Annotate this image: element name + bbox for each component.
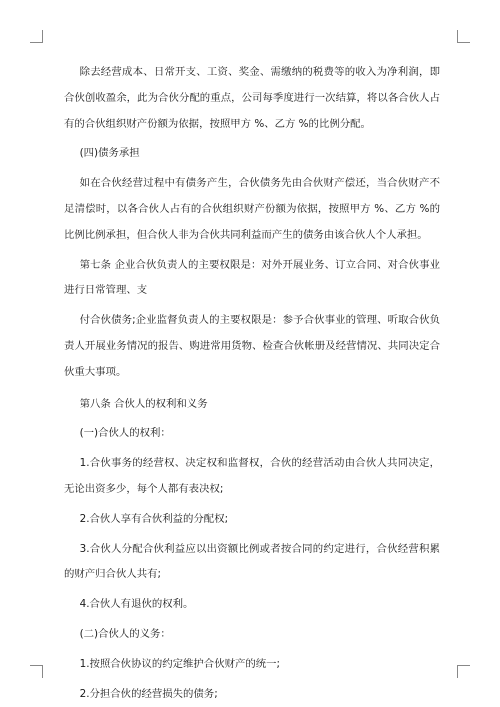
rights-heading: (一)合伙人的权利：	[79, 427, 171, 440]
obligations-heading: (二)合伙人的义务：	[79, 627, 171, 640]
obligation-item-2: 2.分担合伙的经营损失的债务;	[79, 687, 218, 700]
crop-mark-bottom-right	[457, 665, 470, 678]
right-item-2: 2.合伙人享有合伙利益的分配权;	[79, 512, 229, 525]
obligation-item-1: 1.按照合伙协议的约定维护合伙财产的统一;	[79, 657, 281, 670]
heading-debt-bearing: (四)债务承担	[79, 147, 140, 160]
right-item-4: 4.合伙人有退伙的权利。	[79, 598, 194, 611]
article-seven: 第七条 企业合伙负责人的主要权限是：对外开展业务、订立合同、对合伙事业进行日常管理、支	[64, 258, 440, 297]
crop-mark-top-left	[30, 30, 43, 43]
paragraph-net-profit: 除去经营成本、日常开支、工资、奖金、需缴纳的税费等的收入为净利润，即合伙创收盈余，此为合伙分配的重点，公司每季度进行一次结算，将以各合伙人占有的合伙组织财产份额为依据，按照甲方 %、乙方 %的比例分配。	[64, 66, 440, 130]
right-item-3: 3.合伙人分配合伙利益应以出资额比例或者按合同的约定进行，合伙经营积累的财产归合伙人共有;	[64, 542, 440, 581]
crop-mark-top-right	[457, 30, 470, 43]
crop-mark-bottom-left	[30, 665, 43, 678]
article-eight-heading: 第八条 合伙人的权利和义务	[79, 397, 208, 410]
document-body	[64, 60, 440, 707]
article-seven-continued: 付合伙债务;企业监督负责人的主要权限是：参予合伙事业的管理、听取合伙负责人开展业务情况的报告、购进常用货物、检查合伙帐册及经营情况、共同决定合伙重大事项。	[64, 314, 440, 378]
paragraph-debt: 如在合伙经营过程中有债务产生，合伙债务先由合伙财产偿还，当合伙财产不足清偿时，以各合伙人占有的合伙组织财产份额为依据，按照甲方 %、乙方 %的比例比例承担，但合伙人非为合伙共同利益而产生的债务由该合伙人个人承担。	[64, 177, 440, 241]
right-item-1: 1.合伙事务的经营权、决定权和监督权，合伙的经营活动由合伙人共同决定，无论出资多少，每个人都有表决权;	[64, 457, 440, 495]
